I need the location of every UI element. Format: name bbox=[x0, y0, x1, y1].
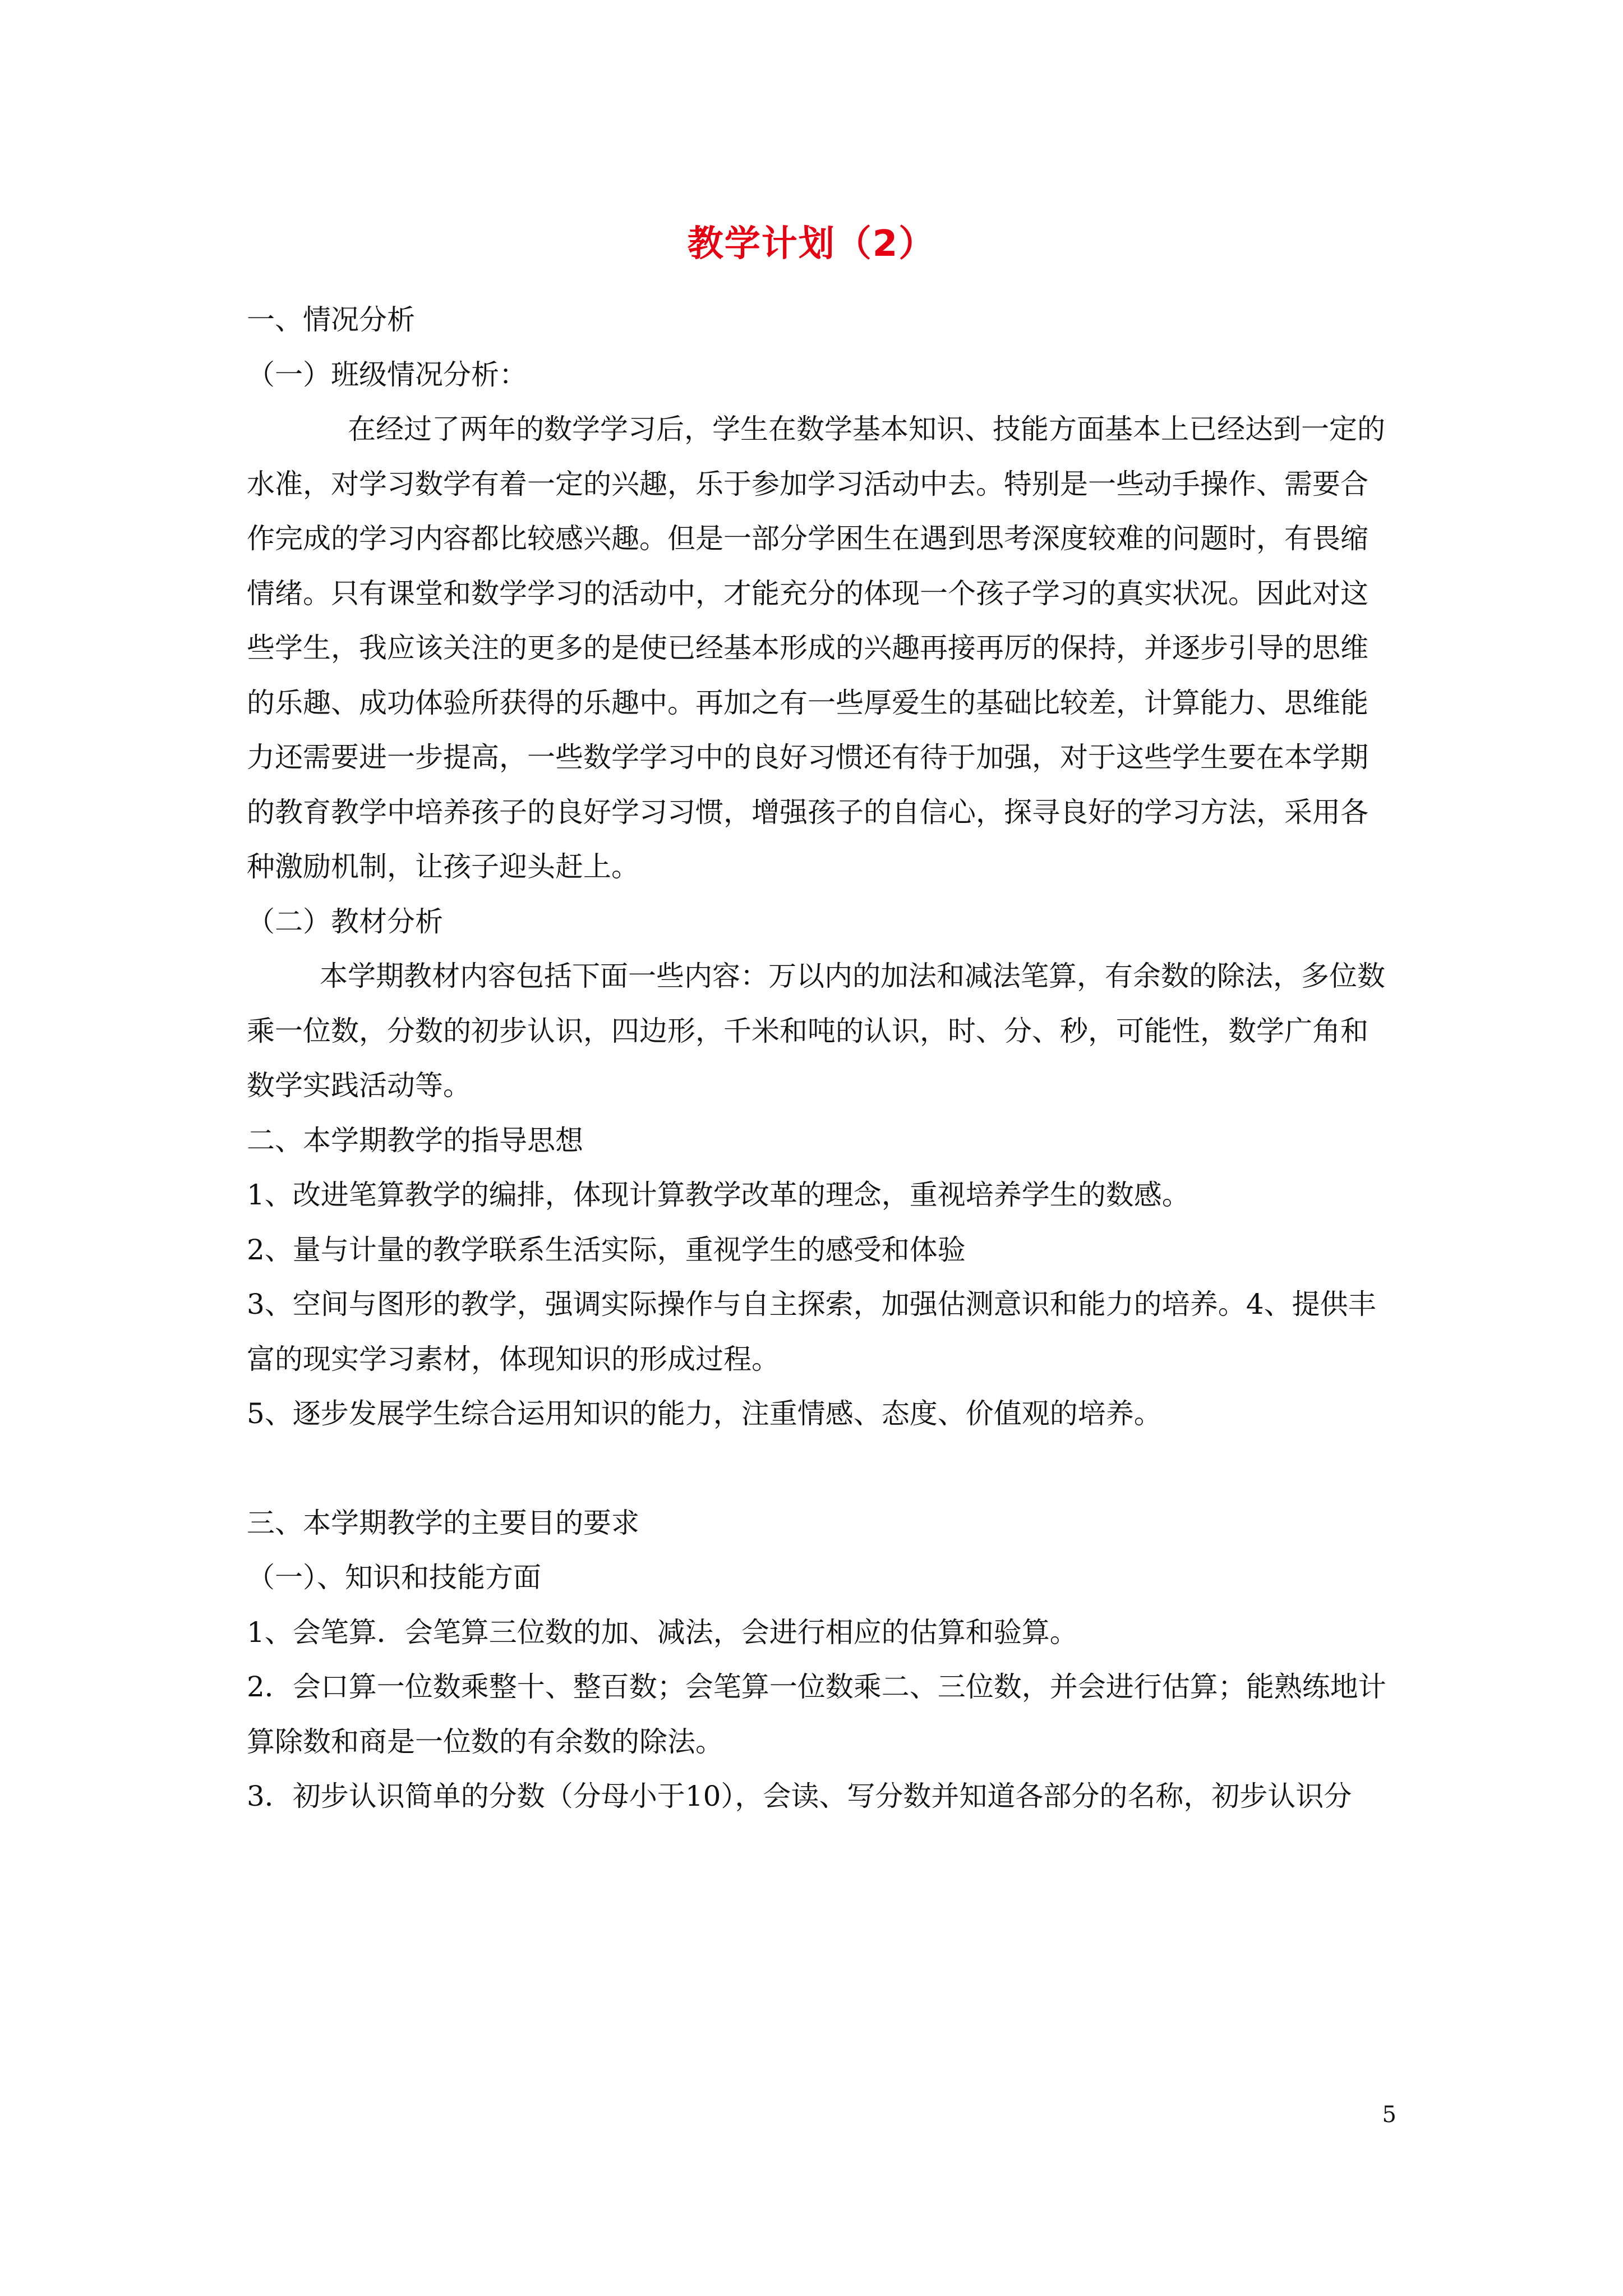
page-number: 5 bbox=[1382, 2102, 1396, 2128]
section-heading-2: 二、本学期教学的指导思想 bbox=[247, 1124, 583, 1157]
page-title: 教学计划（2） bbox=[687, 223, 936, 265]
blank-line bbox=[247, 1442, 1391, 1496]
list-item-goal-2: 2．会口算一位数乘整十、整百数；会笔算一位数乘二、三位数，并会进行估算；能熟练地计算除数和商是一位数的有余数的除法。 bbox=[247, 1671, 1386, 1758]
section-heading-1: 一、情况分析 bbox=[247, 303, 415, 336]
list-item-goal-1: 1、会笔算．会笔算三位数的加、减法，会进行相应的估算和验算。 bbox=[247, 1616, 1078, 1649]
list-item-guideline-3-4: 3、空间与图形的教学，强调实际操作与自主探索，加强估测意识和能力的培养。4、提供丰富的现实学习素材，体现知识的形成过程。 bbox=[247, 1288, 1376, 1375]
subsection-heading-knowledge-skills: （一）、知识和技能方面 bbox=[247, 1561, 541, 1594]
list-item-goal-3: 3．初步认识简单的分数（分母小于10），会读、写分数并知道各部分的名称，初步认识分 bbox=[247, 1780, 1352, 1812]
paragraph-textbook-analysis: 本学期教材内容包括下面一些内容：万以内的加法和减法笔算，有余数的除法，多位数乘一位数，分数的初步认识，四边形，千米和吨的认识，时、分、秒，可能性，数学广角和数学实践活动等。 bbox=[247, 960, 1385, 1102]
document-body bbox=[247, 293, 1391, 1824]
list-item-guideline-5: 5、逐步发展学生综合运用知识的能力，注重情感、态度、价值观的培养。 bbox=[247, 1397, 1162, 1430]
paragraph-class-analysis: 在经过了两年的数学学习后，学生在数学基本知识、技能方面基本上已经达到一定的水准，对学习数学有着一定的兴趣，乐于参加学习活动中去。特别是一些动手操作、需要合作完成的学习内容都比较感兴趣。但是一部分学困生在遇到思考深度较难的问题时，有畏缩情绪。只有课堂和数学学习的活动中，才能充分的体现一个孩子学习的真实状况。因此对这些学生，我应该关注的更多的是使已经基本形成的兴趣再接再厉的保持，并逐步引导的思维的乐趣、成功体验所获得的乐趣中。再加之有一些厚爱生的基础比较差，计算能力、思维能力还需要进一步提高，一些数学学习中的良好习惯还有待于加强，对于这些学生要在本学期的教育教学中培养孩子的良好学习习惯，增强孩子的自信心，探寻良好的学习方法，采用各种激励机制，让孩子迎头赶上。 bbox=[247, 413, 1385, 883]
section-heading-3: 三、本学期教学的主要目的要求 bbox=[247, 1506, 639, 1539]
list-item-guideline-2: 2、量与计量的教学联系生活实际，重视学生的感受和体验 bbox=[247, 1233, 966, 1266]
list-item-guideline-1: 1、改进笔算教学的编排，体现计算教学改革的理念，重视培养学生的数感。 bbox=[247, 1179, 1190, 1211]
subsection-heading-textbook-analysis: （二）教材分析 bbox=[247, 905, 443, 938]
subsection-heading-class-analysis: （一）班级情况分析： bbox=[247, 358, 527, 391]
